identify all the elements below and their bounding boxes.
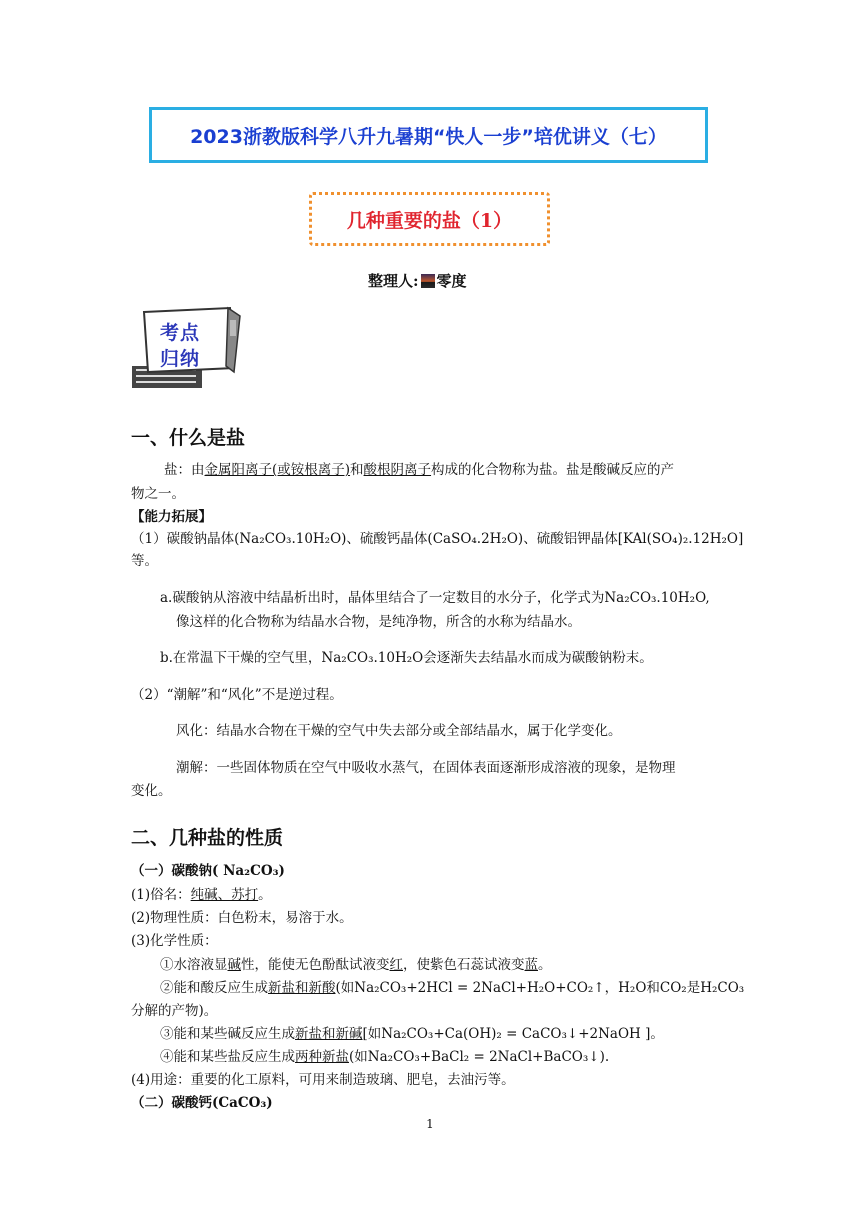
point-a-line2: 像这样的化合物称为结晶水合物，是纯净物，所含的水称为结晶水。 <box>176 614 581 630</box>
salt-definition <box>164 458 674 478</box>
def-underline-1: 金属阳离子(或铵根离子) <box>204 462 351 478</box>
c2-prefix: ②能和酸反应生成 <box>160 980 268 996</box>
chemical-property-2 <box>160 976 744 996</box>
def-mid: 和 <box>350 462 364 478</box>
def-underline-2: 酸根阴离子 <box>363 462 432 478</box>
deliquescence-line2: 变化。 <box>131 783 172 799</box>
chemical-properties-label: (3)化学性质： <box>131 933 218 949</box>
point-b: b.在常温下干燥的空气里，Na₂CO₃.10H₂O会逐渐失去结晶水而成为碳酸钠粉末。 <box>160 650 653 666</box>
c3-underline: 新盐和新碱 <box>295 1026 363 1042</box>
point-a-line1: a.碳酸钠从溶液中结晶析出时，晶体里结合了一定数目的水分子，化学式为Na₂CO₃.10H₂O, <box>160 590 710 606</box>
deliquescence-line1: 潮解：一些固体物质在空气中吸收水蒸气，在固体表面逐渐形成溶液的现象，是物理 <box>176 760 676 776</box>
uses: (4)用途：重要的化工原料，可用来制造玻璃、肥皂，去油污等。 <box>131 1072 515 1088</box>
document-subtitle: 几种重要的盐（1） <box>346 209 513 232</box>
extension-2: （2）“潮解”和“风化”不是逆过程。 <box>131 687 343 703</box>
key-points-badge <box>130 306 242 390</box>
chemical-property-3 <box>160 1022 664 1042</box>
c1-prefix: ①水溶液显 <box>160 957 228 973</box>
c4-underline: 两种新盐 <box>295 1049 349 1065</box>
ability-extension-heading: 【能力拓展】 <box>131 509 212 525</box>
extension-1-line2: 等。 <box>131 553 158 569</box>
calcium-carbonate-heading: （二）碳酸钙(CaCO₃) <box>131 1095 273 1111</box>
author-line <box>368 270 467 291</box>
badge-line-1: 考点 <box>160 322 201 344</box>
c1-mid1: 性，能使无色酚酞试液变 <box>241 957 390 973</box>
common-name-value: 纯碱、苏打 <box>190 887 259 903</box>
sunset-icon <box>421 274 435 288</box>
extension-1-line1: （1）碳酸钠晶体(Na₂CO₃.10H₂O)、硫酸钙晶体(CaSO₄.2H₂O)、硫酸铝钾晶体[KAl(SO₄)₂.12H₂O] <box>131 531 744 547</box>
page-number: 1 <box>426 1117 434 1131</box>
subtitle-box <box>309 192 550 246</box>
common-name <box>131 883 272 903</box>
c3-prefix: ③能和某些碱反应生成 <box>160 1026 295 1042</box>
title-box <box>149 107 708 163</box>
sodium-carbonate-heading: （一）碳酸钠( Na₂CO₃) <box>131 863 285 879</box>
c3-suffix: [如Na₂CO₃+Ca(OH)₂ = CaCO₃↓+2NaOH ]。 <box>362 1026 664 1042</box>
c4-suffix: (如Na₂CO₃+BaCl₂ = 2NaCl+BaCO₃↓). <box>349 1049 610 1065</box>
c1-red: 红 <box>389 957 403 973</box>
c1-alkaline: 碱 <box>227 957 241 973</box>
section1-heading: 一、什么是盐 <box>131 427 246 449</box>
c2-underline: 新盐和新酸 <box>268 980 336 996</box>
author-name: 零度 <box>436 272 467 290</box>
section2-heading: 二、几种盐的性质 <box>131 827 284 849</box>
common-name-suffix: 。 <box>258 887 272 903</box>
def-suffix: 构成的化合物称为盐。盐是酸碱反应的产 <box>431 462 675 478</box>
c1-mid2: ，使紫色石蕊试液变 <box>403 957 525 973</box>
badge-line-2: 归纳 <box>160 348 201 370</box>
chemical-property-2-line2: 分解的产物)。 <box>131 1003 218 1019</box>
c1-blue: 蓝 <box>524 957 538 973</box>
weathering-definition: 风化：结晶水合物在干燥的空气中失去部分或全部结晶水，属于化学变化。 <box>176 723 622 739</box>
c2-suffix: (如Na₂CO₃+2HCl = 2NaCl+H₂O+CO₂↑，H₂O和CO₂是H₂CO₃ <box>335 980 745 996</box>
c4-prefix: ④能和某些盐反应生成 <box>160 1049 295 1065</box>
chemical-property-4 <box>160 1045 609 1065</box>
def-prefix: 盐：由 <box>164 462 205 478</box>
common-name-label: (1)俗名： <box>131 887 191 903</box>
document-title: 2023浙教版科学八升九暑期“快人一步”培优讲义（七） <box>190 125 667 148</box>
physical-properties: (2)物理性质：白色粉末，易溶于水。 <box>131 910 353 926</box>
salt-definition-line2: 物之一。 <box>131 486 185 502</box>
chemical-property-1 <box>160 953 552 973</box>
c1-suffix: 。 <box>538 957 552 973</box>
author-label: 整理人: <box>368 272 419 290</box>
